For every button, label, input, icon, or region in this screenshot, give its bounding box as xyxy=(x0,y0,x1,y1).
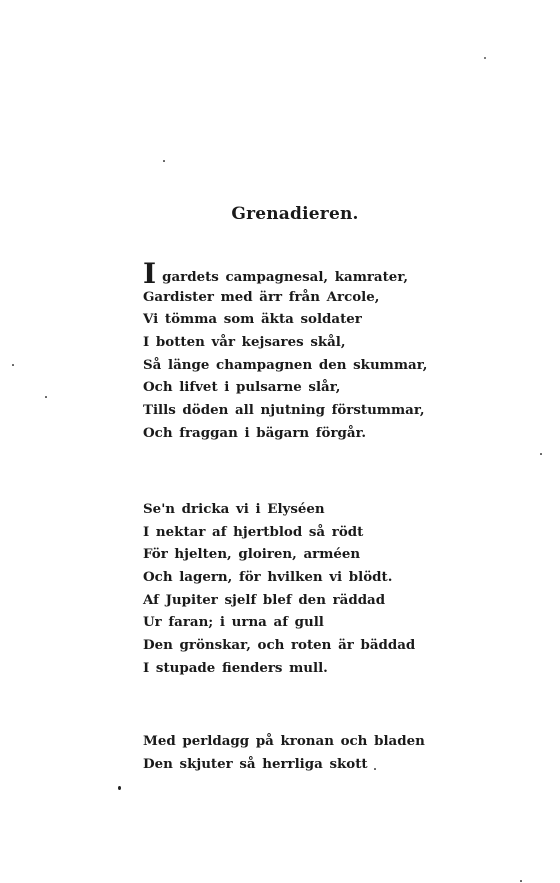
scan-speck xyxy=(520,880,522,882)
poem-line: Af Jupiter sjelf blef den räddad xyxy=(143,591,386,608)
poem-line: Så länge champagnen den skummar, xyxy=(143,356,428,373)
poem-line: I stupade fienders mull. xyxy=(143,659,328,676)
poem-line: Igardets campagnesal, kamrater, xyxy=(143,257,409,290)
poem-line: Vi tömma som äkta soldater xyxy=(143,311,362,328)
stanza-3 xyxy=(143,730,443,775)
poem-line: Se'n dricka vi i Elyséen xyxy=(143,501,325,517)
poem-line: Den grönskar, och roten är bäddad xyxy=(143,637,416,654)
poem-line: Tills döden all njutning förstummar, xyxy=(143,402,425,419)
drop-cap: I xyxy=(143,257,157,290)
scan-speck xyxy=(374,768,376,770)
poem-line: I botten vår kejsares skål, xyxy=(143,334,346,351)
poem-line: För hjelten, gloiren, arméen xyxy=(143,546,361,563)
scan-speck xyxy=(540,453,542,455)
stanza-2 xyxy=(143,498,443,680)
scan-speck xyxy=(118,786,121,790)
poem-line: I nektar af hjertblod så rödt xyxy=(143,523,364,540)
scan-speck xyxy=(163,160,165,162)
poem-line: Och lifvet i pulsarne slår, xyxy=(143,379,341,396)
stanza-1 xyxy=(143,257,443,445)
poem-line: Ur faran; i urna af gull xyxy=(143,614,324,631)
scan-speck xyxy=(12,364,14,366)
scan-speck xyxy=(484,57,486,59)
poem-line: Den skjuter så herrliga skott xyxy=(143,755,368,772)
poem-line: Och fraggan i bägarn förgår. xyxy=(143,424,367,441)
poem-line: Och lagern, för hvilken vi blödt. xyxy=(143,569,393,586)
poem-title: Grenadieren. xyxy=(231,204,359,224)
poem-line: Gardister med ärr från Arcole, xyxy=(143,288,380,305)
poem-line: Med perldagg på kronan och bladen xyxy=(143,733,425,749)
scan-speck xyxy=(45,396,47,398)
